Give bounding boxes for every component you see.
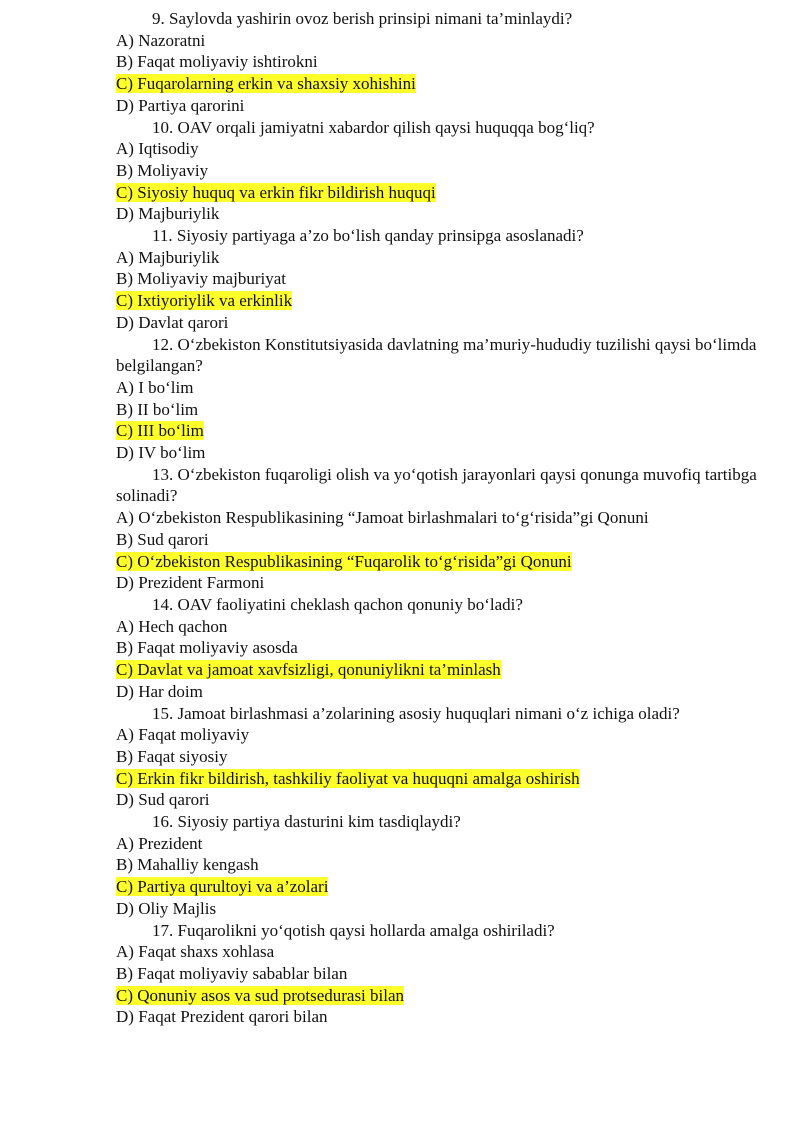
question-text: 17. Fuqarolikni yo‘qotish qaysi hollarda amalga oshiriladi? (152, 920, 555, 940)
answer-option-correct (116, 182, 760, 204)
question-text: 12. O‘zbekiston Konstitutsiyasida davlatning ma’muriy-hududiy tuzilishi qaysi bo‘limda belgilangan? (116, 334, 757, 376)
answer-option-correct (116, 659, 760, 681)
question-block (116, 8, 760, 117)
highlighted-answer: C) Fuqarolarning erkin va shaxsiy xohishini (116, 74, 416, 94)
answer-option: B) Faqat moliyaviy ishtirokni (116, 52, 318, 72)
answer-option: B) Mahalliy kengash (116, 855, 259, 875)
question-text: 14. OAV faoliyatini cheklash qachon qonuniy bo‘ladi? (152, 594, 523, 614)
answer-option-correct (116, 876, 760, 898)
answer-option-correct (116, 290, 760, 312)
answer-option: A) Faqat moliyaviy (116, 725, 250, 745)
answer-option: B) Faqat moliyaviy sabablar bilan (116, 963, 348, 983)
answer-option: D) Partiya qarorini (116, 95, 245, 115)
answer-option: D) Oliy Majlis (116, 898, 217, 918)
question-text: 9. Saylovda yashirin ovoz berish prinsipi nimani ta’minlaydi? (152, 9, 573, 28)
answer-option: B) II bo‘lim (116, 399, 199, 419)
question-block (116, 117, 760, 226)
answer-option: B) Faqat moliyaviy asosda (116, 638, 298, 658)
answer-option: D) Faqat Prezident qarori bilan (116, 1007, 328, 1027)
answer-option: D) Majburiylik (116, 204, 220, 224)
answer-option: D) Har doim (116, 681, 203, 701)
answer-option: A) Hech qachon (116, 616, 228, 636)
answer-option: D) Prezident Farmoni (116, 573, 265, 593)
highlighted-answer: C) Qonuniy asos va sud protsedurasi bilan (116, 985, 405, 1005)
question-text: 15. Jamoat birlashmasi a’zolarining asosiy huquqlari nimani o‘z ichiga oladi? (152, 703, 680, 723)
question-block (116, 225, 760, 334)
answer-option-correct (116, 420, 760, 442)
answer-option-correct (116, 985, 760, 1007)
question-text: 10. OAV orqali jamiyatni xabardor qilish qaysi huquqqa bog‘liq? (152, 117, 595, 137)
answer-option: B) Faqat siyosiy (116, 746, 228, 766)
highlighted-answer: C) III bo‘lim (116, 421, 204, 441)
answer-option: A) I bo‘lim (116, 377, 194, 397)
question-text: 13. O‘zbekiston fuqaroligi olish va yo‘qotish jarayonlari qaysi qonunga muvofiq tartibga solinadi? (116, 464, 757, 506)
answer-option-correct (116, 768, 760, 790)
highlighted-answer: C) Davlat va jamoat xavfsizligi, qonuniylikni ta’minlash (116, 660, 501, 680)
answer-option: A) Prezident (116, 833, 203, 853)
question-block (116, 464, 760, 594)
question-block (116, 594, 760, 703)
question-block (116, 811, 760, 920)
answer-option: B) Moliyaviy (116, 160, 209, 180)
answer-option: A) Majburiylik (116, 247, 220, 267)
answer-option: A) O‘zbekiston Respublikasining “Jamoat birlashmalari to‘g‘risida”gi Qonuni (116, 508, 649, 528)
answer-option: D) IV bo‘lim (116, 443, 206, 463)
answer-option-correct (116, 73, 760, 95)
highlighted-answer: C) Partiya qurultoyi va a’zolari (116, 877, 329, 897)
question-text: 11. Siyosiy partiyaga a’zo bo‘lish qanday prinsipga asoslanadi? (152, 226, 584, 246)
question-block (116, 334, 760, 464)
highlighted-answer: C) Erkin fikr bildirish, tashkiliy faoliyat va huquqni amalga oshirish (116, 768, 580, 788)
highlighted-answer: C) Ixtiyoriylik va erkinlik (116, 291, 293, 311)
answer-option: A) Iqtisodiy (116, 139, 199, 159)
highlighted-answer: C) Siyosiy huquq va erkin fikr bildirish huquqi (116, 182, 436, 202)
answer-option: B) Sud qarori (116, 529, 209, 549)
answer-option-correct (116, 551, 760, 573)
answer-option: D) Sud qarori (116, 790, 210, 810)
question-text: 16. Siyosiy partiya dasturini kim tasdiqlaydi? (152, 812, 461, 832)
answer-option: A) Nazoratni (116, 30, 206, 50)
highlighted-answer: C) O‘zbekiston Respublikasining “Fuqarolik to‘g‘risida”gi Qonuni (116, 551, 572, 571)
question-block (116, 920, 760, 1029)
question-block (116, 703, 760, 812)
answer-option: D) Davlat qarori (116, 312, 229, 332)
answer-option: A) Faqat shaxs xohlasa (116, 942, 275, 962)
answer-option: B) Moliyaviy majburiyat (116, 269, 286, 289)
